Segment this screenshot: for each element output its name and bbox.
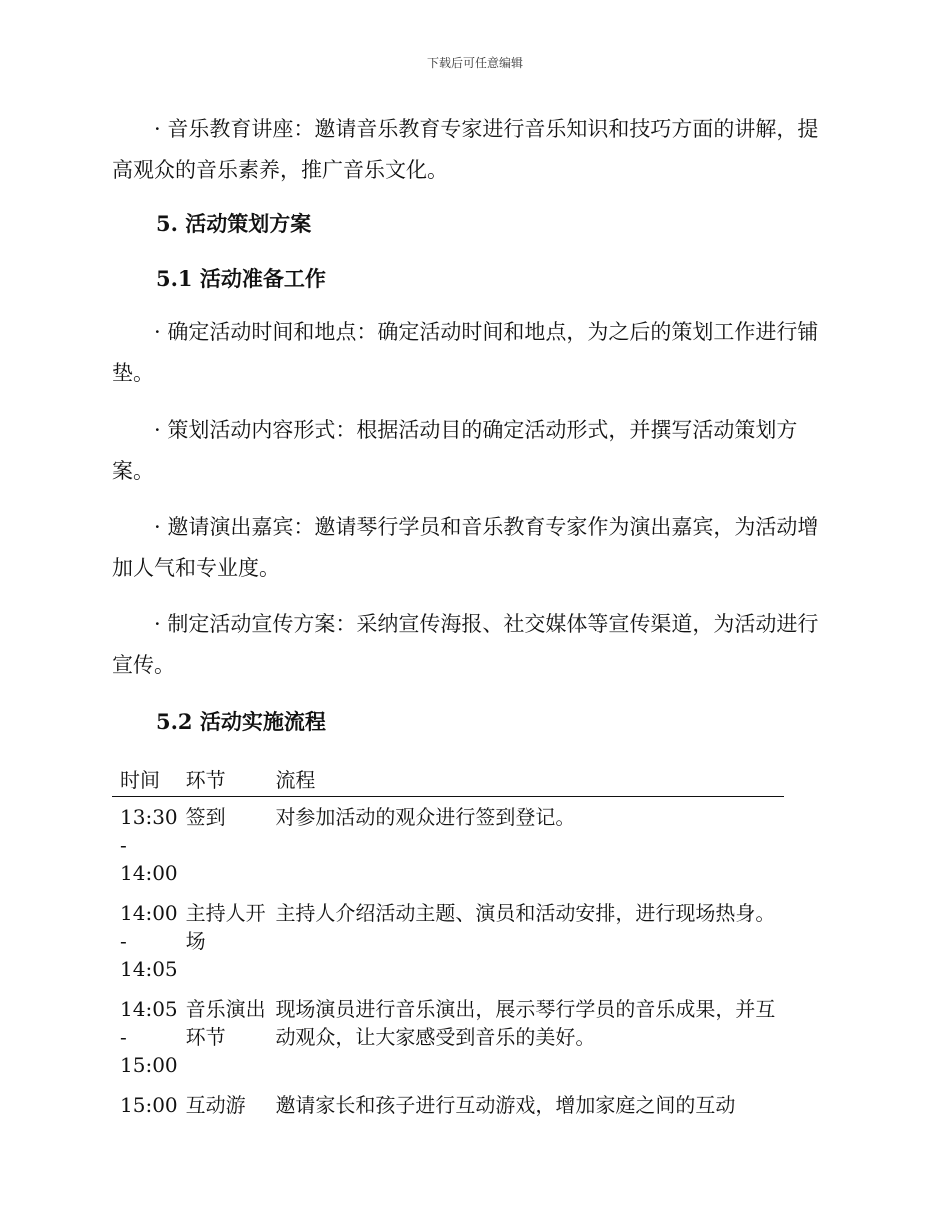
paragraph-music-lecture: · 音乐教育讲座：邀请音乐教育专家进行音乐知识和技巧方面的讲解，提高观众的音乐素养，推广音乐文化。: [112, 117, 819, 182]
header-time: 时间: [112, 764, 178, 797]
time-cell: [112, 989, 178, 1085]
time-dash: -: [120, 833, 127, 857]
paragraph-promotion: · 制定活动宣传方案：采纳宣传海报、社交媒体等宣传渠道，为活动进行宣传。: [112, 612, 819, 677]
time-start: 14:05: [120, 997, 178, 1021]
table-row: [112, 893, 784, 989]
process-cell: 主持人介绍活动主题、演员和活动安排，进行现场热身。: [275, 901, 776, 925]
heading-implementation: 5.2 活动实施流程: [156, 709, 326, 734]
time-dash: -: [120, 929, 127, 953]
paragraph-content-form: · 策划活动内容形式：根据活动目的确定活动形式，并撰写活动策划方案。: [112, 418, 798, 483]
table-row: [112, 1085, 784, 1125]
time-start: 15:00: [120, 1093, 178, 1117]
time-end: 15:00: [120, 1053, 178, 1077]
stage-cell: 主持人开场: [185, 901, 266, 953]
header-process: 流程: [267, 764, 784, 797]
time-end: 14:00: [120, 861, 178, 885]
heading-activity-plan: 5. 活动策划方案: [156, 211, 312, 236]
process-cell: 现场演员进行音乐演出，展示琴行学员的音乐成果，并互动观众，让大家感受到音乐的美好。: [275, 997, 776, 1049]
time-dash: -: [120, 1025, 127, 1049]
time-start: 14:00: [120, 901, 178, 925]
stage-cell: 签到: [185, 805, 226, 829]
header-stage: 环节: [178, 764, 268, 797]
stage-cell: 音乐演出环节: [185, 997, 266, 1049]
time-end: 14:05: [120, 957, 178, 981]
page-header: 下载后可任意编辑: [426, 56, 523, 70]
paragraph-time-location: · 确定活动时间和地点：确定活动时间和地点，为之后的策划工作进行铺垫。: [112, 320, 819, 385]
time-cell: [112, 893, 178, 989]
time-cell: [112, 797, 178, 894]
paragraph-invite-guests: · 邀请演出嘉宾：邀请琴行学员和音乐教育专家作为演出嘉宾，为活动增加人气和专业度。: [112, 515, 819, 580]
time-start: 13:30: [120, 805, 178, 829]
time-cell: [112, 1085, 178, 1125]
heading-preparation: 5.1 活动准备工作: [156, 266, 326, 291]
table-row: [112, 989, 784, 1085]
table-header-row: [112, 764, 784, 797]
process-cell: 邀请家长和孩子进行互动游戏，增加家庭之间的互动: [275, 1093, 736, 1117]
stage-cell: 互动游: [185, 1093, 246, 1117]
table-row: [112, 797, 784, 894]
schedule-table: [112, 764, 784, 1125]
process-cell: 对参加活动的观众进行签到登记。: [275, 805, 576, 829]
